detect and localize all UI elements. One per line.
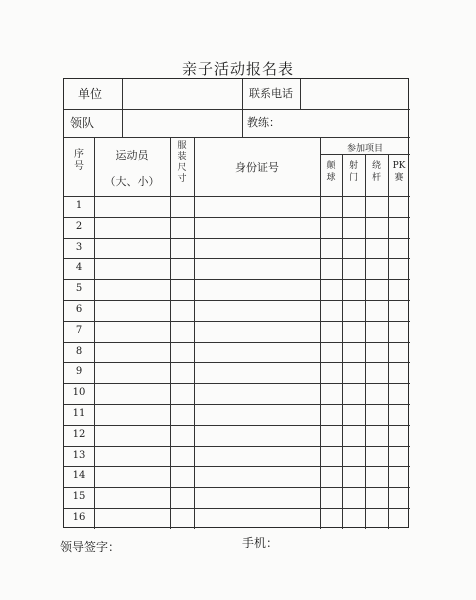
row-number: 12 xyxy=(72,428,86,440)
athlete-subheader: （大、小） xyxy=(104,175,160,188)
row-divider xyxy=(64,258,410,259)
unit-label: 单位 xyxy=(78,87,103,101)
row-number: 4 xyxy=(75,262,83,274)
row-divider xyxy=(64,425,410,426)
row-divider xyxy=(64,466,410,467)
row-number: 13 xyxy=(72,449,86,461)
athlete-header: 运动员 xyxy=(115,149,149,162)
id-number-header: 身份证号 xyxy=(235,161,279,174)
row-number: 9 xyxy=(75,366,83,378)
row-divider xyxy=(64,383,410,384)
contact-phone-field[interactable] xyxy=(300,79,410,109)
row-divider xyxy=(64,279,410,280)
contact-phone-label: 联系电话 xyxy=(249,87,293,100)
event-header-shooting: 射 门 xyxy=(348,161,358,183)
row-divider xyxy=(64,487,410,488)
row-number: 10 xyxy=(72,387,86,399)
row-number: 15 xyxy=(72,491,86,503)
row-divider xyxy=(64,217,410,218)
row-divider xyxy=(64,362,410,363)
row-number: 7 xyxy=(75,324,83,336)
row-number: 14 xyxy=(72,470,86,482)
leader-field[interactable] xyxy=(122,109,242,137)
row-number: 8 xyxy=(75,345,83,357)
row-divider xyxy=(64,508,410,509)
form-title: 亲子活动报名表 xyxy=(181,60,294,78)
leader-label: 领队 xyxy=(70,116,95,130)
seq-header: 序 号 xyxy=(74,149,84,172)
event-header-dribble: 绕 杆 xyxy=(371,161,381,183)
leader-signature-label: 领导签字： xyxy=(60,540,121,554)
row-divider xyxy=(64,196,410,197)
row-divider xyxy=(64,300,410,301)
row-number: 5 xyxy=(75,283,83,295)
row-number: 6 xyxy=(75,304,83,315)
row-number: 16 xyxy=(72,512,86,523)
event-header-pk: PK 赛 xyxy=(392,161,406,183)
row-divider xyxy=(64,404,410,405)
event-header-juggling: 颠 球 xyxy=(326,161,336,183)
row-divider xyxy=(64,342,410,343)
row-divider xyxy=(64,238,410,239)
row-divider xyxy=(64,446,410,447)
row-number: 2 xyxy=(75,220,83,232)
row-number: 3 xyxy=(75,241,83,253)
row-number: 1 xyxy=(75,200,83,211)
registration-form-table xyxy=(63,78,409,528)
events-group-header: 参加项目 xyxy=(346,144,383,154)
coach-field[interactable]: 教练： xyxy=(247,116,280,129)
row-number: 11 xyxy=(72,408,86,419)
mobile-label: 手机： xyxy=(242,536,279,550)
row-divider xyxy=(64,321,410,322)
size-header: 服 装 尺 寸 xyxy=(177,141,187,184)
